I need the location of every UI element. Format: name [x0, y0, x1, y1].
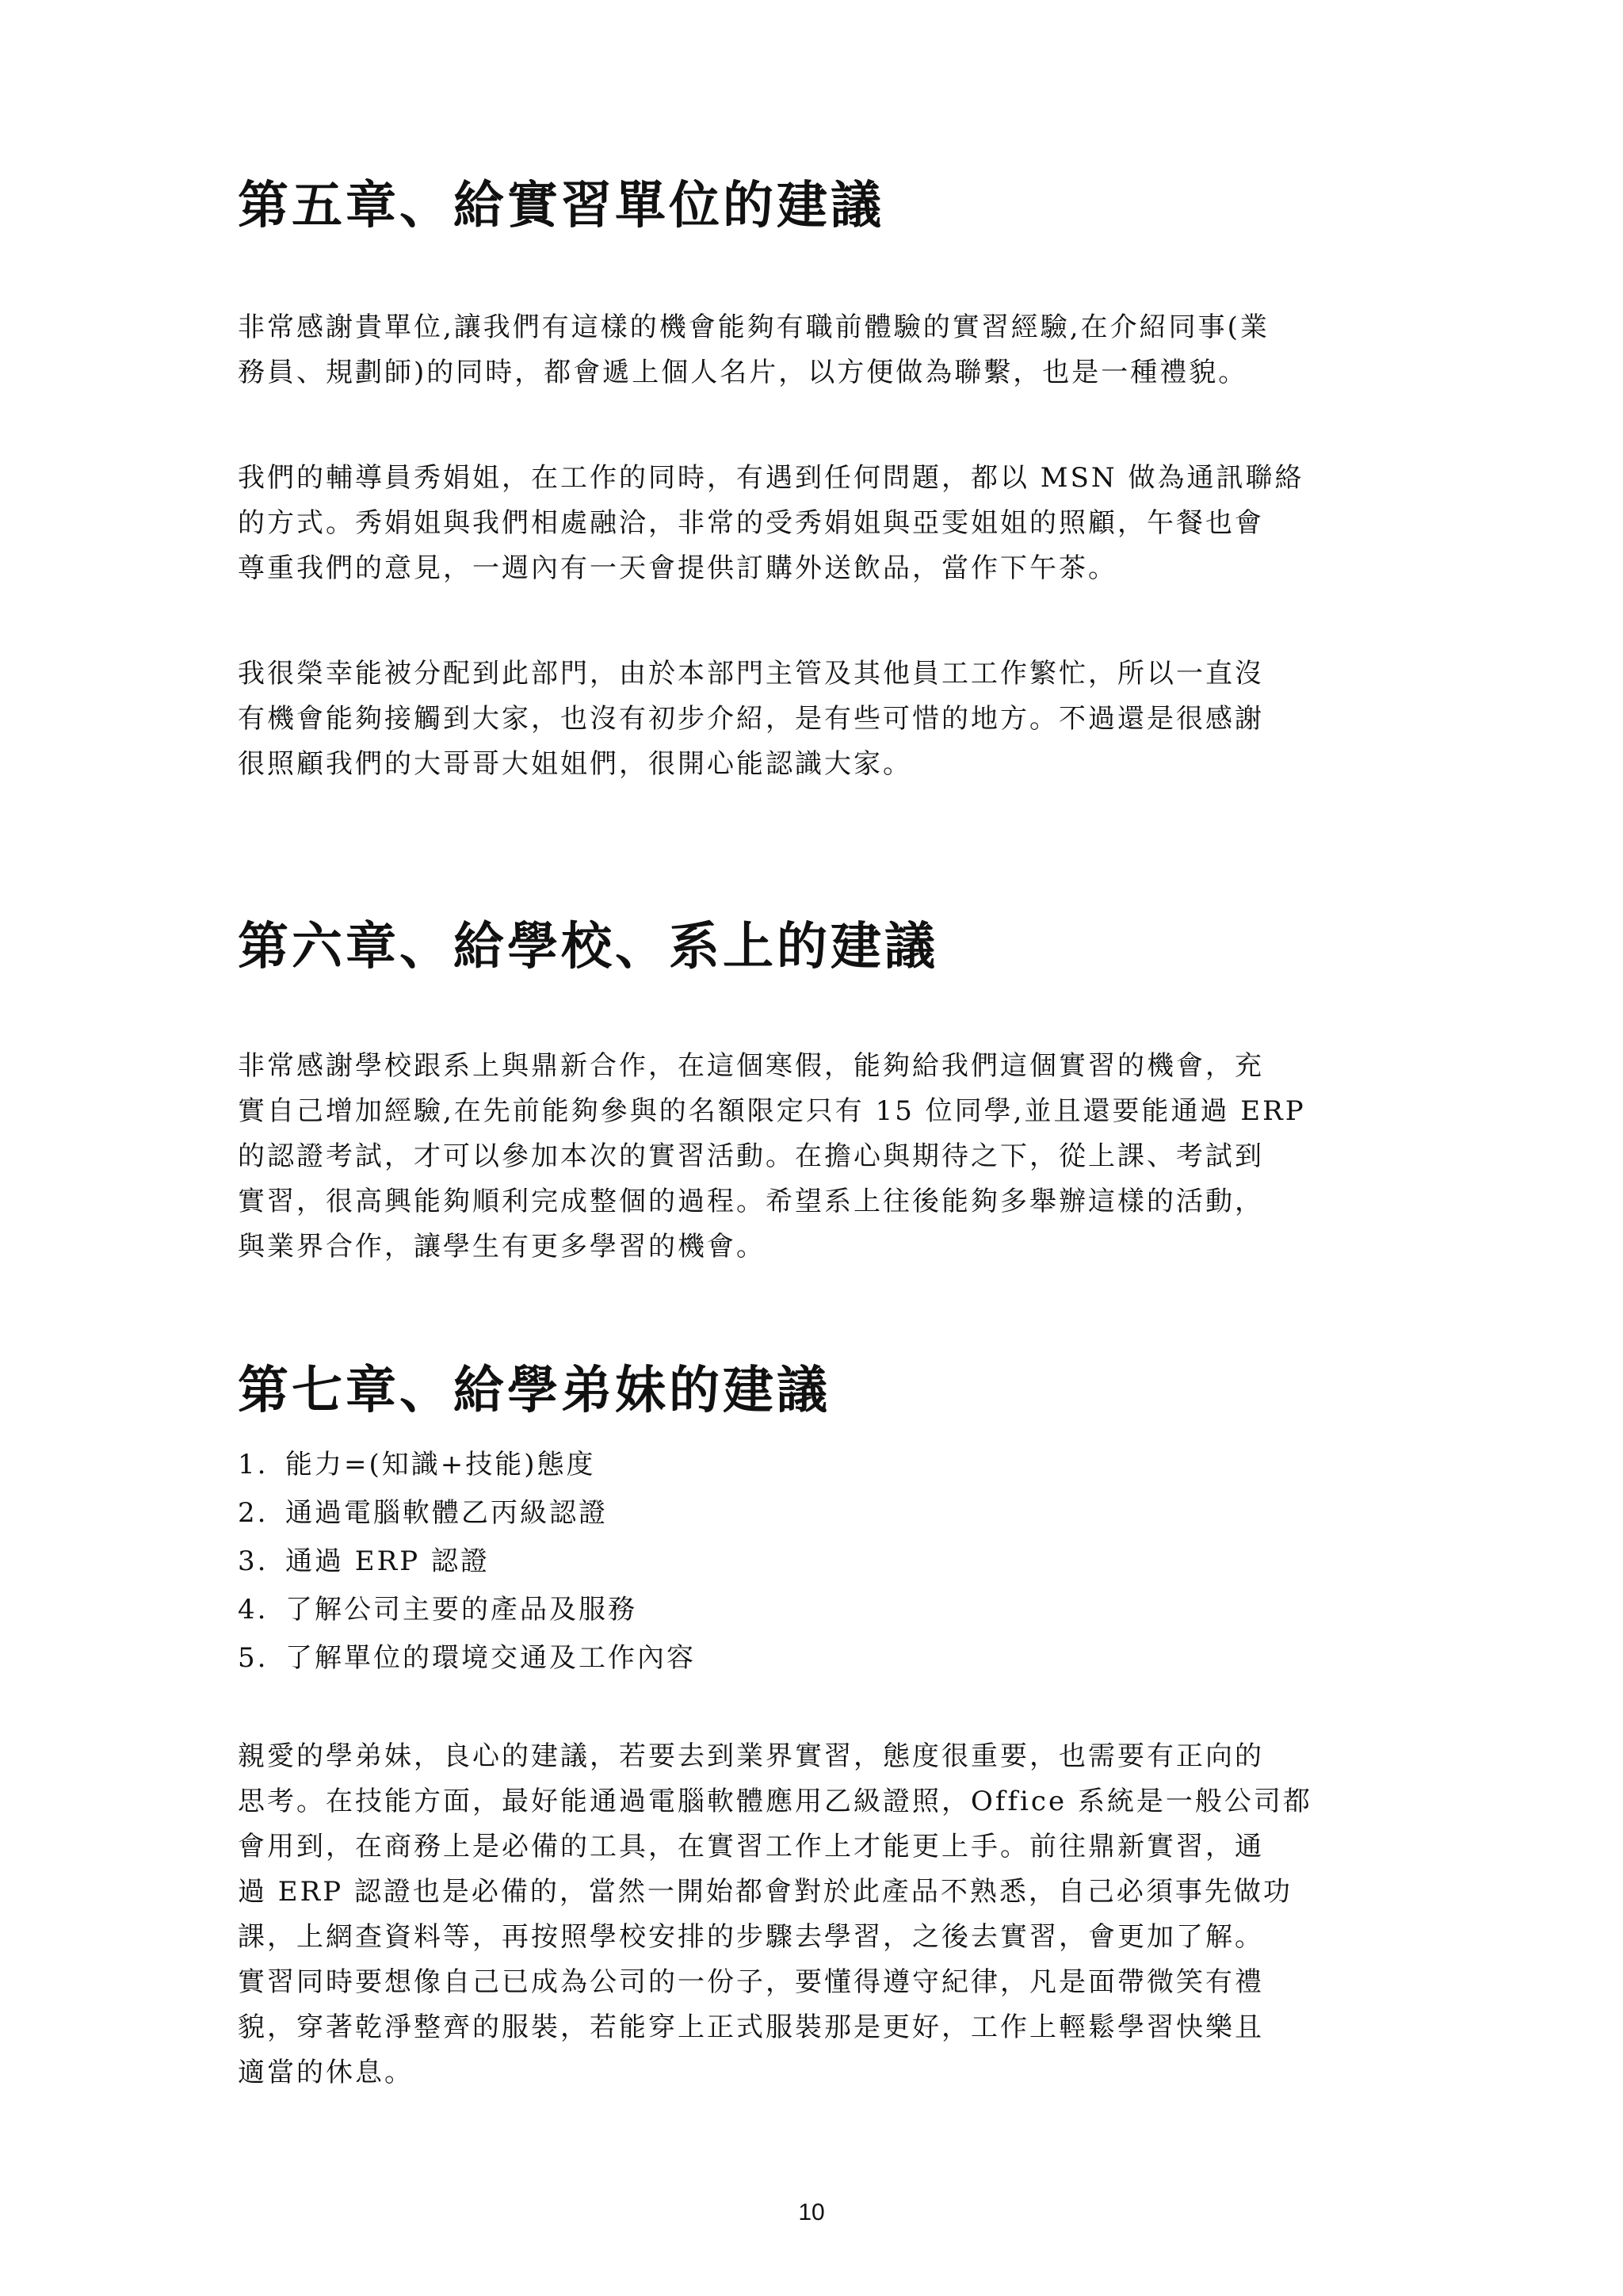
chapter-6-paragraph-1 [238, 1044, 1411, 1270]
text-line: 適當的休息。 [238, 2057, 414, 2088]
chapter-6-title: 第六章、給學校、系上的建議 [238, 917, 938, 976]
text-line: 的方式。秀娟姐與我們相處融洽，非常的受秀娟姐與亞雯姐姐的照顧，午餐也會 [238, 507, 1264, 539]
text-line: 很照顧我們的大哥哥大姐姐們，很開心能認識大家。 [238, 748, 912, 780]
advice-list [238, 1441, 696, 1683]
list-item [238, 1586, 696, 1634]
chapter-5-title: 第五章、給實習單位的建議 [238, 176, 884, 235]
list-item-number: 2. [238, 1497, 269, 1529]
text-line: 尊重我們的意見，一週內有一天會提供訂購外送飲品，當作下午茶。 [238, 552, 1117, 584]
chapter-5-paragraph-3 [238, 651, 1411, 787]
list-item [238, 1441, 696, 1489]
list-item-number: 3. [238, 1545, 269, 1577]
text-line: 貌，穿著乾淨整齊的服裝，若能穿上正式服裝那是更好，工作上輕鬆學習快樂且 [238, 2011, 1264, 2043]
list-item [238, 1489, 696, 1538]
list-item-text: 了解公司主要的產品及服務 [285, 1594, 637, 1626]
list-item-number: 4. [238, 1594, 269, 1626]
text-line: 課，上網查資料等，再按照學校安排的步驟去學習，之後去實習，會更加了解。 [238, 1921, 1264, 1953]
list-item-number: 1. [238, 1449, 269, 1480]
list-item-text: 能力=(知識+技能)態度 [285, 1449, 596, 1480]
text-line: 親愛的學弟妹，良心的建議，若要去到業界實習，態度很重要，也需要有正向的 [238, 1740, 1264, 1772]
text-line: 的認證考試，才可以參加本次的實習活動。在擔心與期待之下，從上課、考試到 [238, 1140, 1264, 1172]
list-item [238, 1634, 696, 1683]
chapter-7-title: 第七章、給學弟妹的建議 [238, 1361, 831, 1420]
text-line: 過 ERP 認證也是必備的，當然一開始都會對於此產品不熟悉，自己必須事先做功 [238, 1876, 1293, 1908]
text-line: 我很榮幸能被分配到此部門，由於本部門主管及其他員工工作繁忙，所以一直沒 [238, 658, 1264, 690]
text-line: 非常感謝學校跟系上與鼎新合作，在這個寒假，能夠給我們這個實習的機會，充 [238, 1050, 1264, 1082]
text-line: 實自己增加經驗,在先前能夠參與的名額限定只有 15 位同學,並且還要能通過 ERP [238, 1095, 1306, 1127]
text-line: 我們的輔導員秀娟姐，在工作的同時，有遇到任何問題，都以 MSN 做為通訊聯絡 [238, 462, 1304, 494]
list-item-text: 通過 ERP 認證 [285, 1545, 490, 1577]
chapter-5-paragraph-1 [238, 305, 1411, 395]
chapter-5-paragraph-2 [238, 456, 1411, 591]
text-line: 實習同時要想像自己已成為公司的一份子，要懂得遵守紀律，凡是面帶微笑有禮 [238, 1966, 1264, 1998]
chapter-7-paragraph-1 [238, 1734, 1411, 2095]
text-line: 非常感謝貴單位,讓我們有這樣的機會能夠有職前體驗的實習經驗,在介紹同事(業 [238, 311, 1270, 343]
list-item-text: 了解單位的環境交通及工作內容 [285, 1642, 696, 1674]
list-item [238, 1538, 696, 1586]
page-number: 10 [798, 2199, 825, 2225]
list-item-text: 通過電腦軟體乙丙級認證 [285, 1497, 608, 1529]
text-line: 有機會能夠接觸到大家，也沒有初步介紹，是有些可惜的地方。不過還是很感謝 [238, 703, 1264, 735]
text-line: 思考。在技能方面，最好能通過電腦軟體應用乙級證照，Office 系統是一般公司都 [238, 1786, 1312, 1817]
text-line: 會用到，在商務上是必備的工具，在實習工作上才能更上手。前往鼎新實習，通 [238, 1831, 1264, 1862]
text-line: 務員、規劃師)的同時，都會遞上個人名片，以方便做為聯繫，也是一種禮貌。 [238, 357, 1248, 388]
list-item-number: 5. [238, 1642, 269, 1674]
text-line: 實習，很高興能夠順利完成整個的過程。希望系上往後能夠多舉辦這樣的活動， [238, 1186, 1264, 1217]
text-line: 與業界合作，讓學生有更多學習的機會。 [238, 1231, 766, 1263]
